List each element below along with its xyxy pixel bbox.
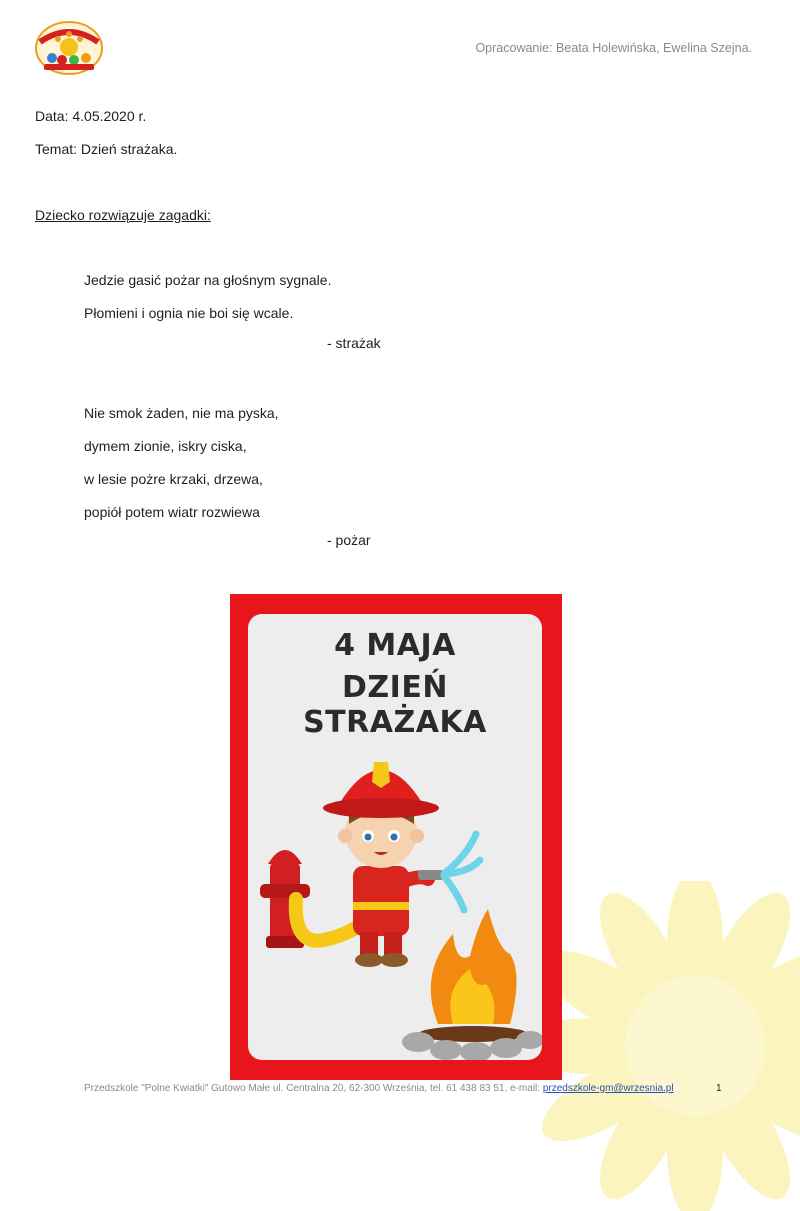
kindergarten-logo bbox=[34, 20, 104, 76]
lesson-topic: Temat: Dzień strażaka. bbox=[35, 141, 178, 157]
riddle-2-answer: - pożar bbox=[327, 532, 371, 548]
firefighter-day-poster bbox=[230, 594, 562, 1080]
page-number: 1 bbox=[716, 1083, 722, 1094]
poster-title-day: DZIEŃ STRAŻAKA bbox=[303, 670, 487, 740]
riddle-1 bbox=[84, 264, 331, 330]
riddle-2 bbox=[84, 397, 279, 529]
firefighter-illustration bbox=[248, 724, 542, 1060]
authors-note: Opracowanie: Beata Holewińska, Ewelina Szejna. bbox=[475, 41, 752, 55]
poster-title-date: 4 MAJA bbox=[334, 628, 456, 663]
riddle-line: Płomieni i ognia nie boi się wcale. bbox=[84, 305, 294, 321]
campfire-icon bbox=[402, 909, 542, 1060]
task-heading: Dziecko rozwiązuje zagadki: bbox=[35, 207, 211, 223]
riddle-line: dymem zionie, iskry ciska, bbox=[84, 438, 247, 454]
footer-text: Przedszkole "Polne Kwiatki" Gutowo Małe ul. Centralna 20, 62-300 Września, tel. 61 438 83 51, e-mail: bbox=[84, 1083, 541, 1094]
lesson-date: Data: 4.05.2020 r. bbox=[35, 108, 147, 124]
poster-panel bbox=[248, 614, 542, 1060]
footer-contact bbox=[84, 1083, 674, 1094]
riddle-1-answer: - strażak bbox=[327, 335, 381, 351]
riddle-line: w lesie pożre krzaki, drzewa, bbox=[84, 471, 263, 487]
sunflower-decoration bbox=[530, 881, 800, 1211]
riddle-line: popiół potem wiatr rozwiewa bbox=[84, 504, 260, 520]
riddle-line: Jedzie gasić pożar na głośnym sygnale. bbox=[84, 272, 332, 288]
email-link[interactable]: przedszkole-gm@wrzesnia.pl bbox=[542, 1083, 674, 1094]
riddle-line: Nie smok żaden, nie ma pyska, bbox=[84, 405, 279, 421]
